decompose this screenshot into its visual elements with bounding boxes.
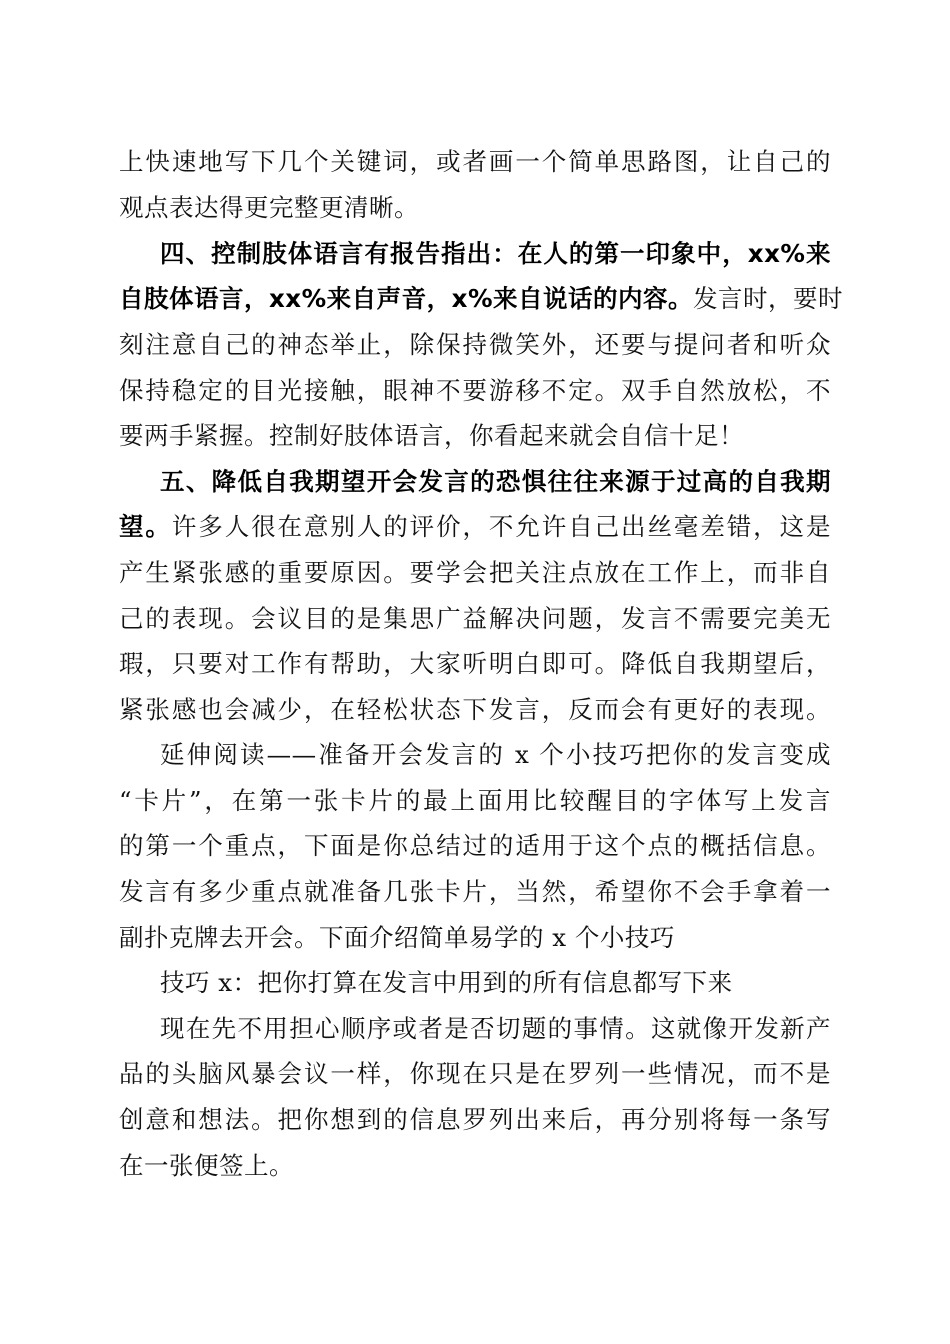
extended-reading-line-5: 副扑克牌去开会。下面介绍简单易学的 x 个小技巧 (119, 923, 675, 952)
extended-reading-line-1: 延伸阅读——准备开会发言的 x 个小技巧把你的发言变成 (160, 740, 831, 769)
tip-body-line-1: 现在先不用担心顺序或者是否切题的事情。这就像开发新产 (160, 1014, 831, 1043)
body-line-1: 上快速地写下几个关键词，或者画一个简单思路图，让自己的 (119, 147, 831, 176)
tip-body-line-4: 在一张便签上。 (119, 1151, 294, 1180)
section-4-line-4: 保持稳定的目光接触，眼神不要游移不定。双手自然放松，不 (119, 376, 831, 405)
section-5-line-2 (119, 505, 831, 549)
tip-heading: 技巧 x：把你打算在发言中用到的所有信息都写下来 (160, 968, 733, 997)
section-4-line-3: 刻注意自己的神态举止，除保持微笑外，还要与提问者和听众 (119, 330, 831, 359)
extended-reading-line-2: “卡片”，在第一张卡片的最上面用比较醒目的字体写上发言 (119, 786, 831, 815)
tip-body-line-2: 品的头脑风暴会议一样，你现在只是在罗列一些情况，而不是 (119, 1059, 831, 1088)
section-5-normal-text: 许多人很在意别人的评价，不允许自己出丝毫差错，这是 (171, 512, 832, 541)
extended-reading-line-4: 发言有多少重点就准备几张卡片，当然，希望你不会手拿着一 (119, 877, 831, 906)
section-5-bold-text: 望。 (119, 512, 172, 541)
heading-section-4-line-1: 四、控制肢体语言有报告指出：在人的第一印象中，xx%来 (160, 239, 831, 268)
section-4-bold-text: 自肢体语言，xx%来自声音，x%来自说话的内容。 (119, 284, 694, 313)
extended-reading-line-3: 的第一个重点，下面是你总结过的适用于这个点的概括信息。 (119, 831, 831, 860)
heading-section-5-line-1: 五、降低自我期望开会发言的恐惧往往来源于过高的自我期 (160, 467, 831, 496)
section-5-line-6: 紧张感也会减少，在轻松状态下发言，反而会有更好的表现。 (119, 695, 831, 724)
section-4-normal-text: 发言时，要时 (693, 284, 844, 313)
section-4-line-2 (119, 277, 844, 321)
section-5-line-4: 己的表现。会议目的是集思广益解决问题，发言不需要完美无 (119, 604, 831, 633)
section-4-line-5: 要两手紧握。控制好肢体语言，你看起来就会自信十足！ (119, 421, 744, 450)
body-line-2: 观点表达得更完整更清晰。 (119, 193, 419, 222)
section-5-line-5: 瑕，只要对工作有帮助，大家听明白即可。降低自我期望后， (119, 649, 831, 678)
section-5-line-3: 产生紧张感的重要原因。要学会把关注点放在工作上，而非自 (119, 558, 831, 587)
tip-body-line-3: 创意和想法。把你想到的信息罗列出来后，再分别将每一条写 (119, 1105, 831, 1134)
